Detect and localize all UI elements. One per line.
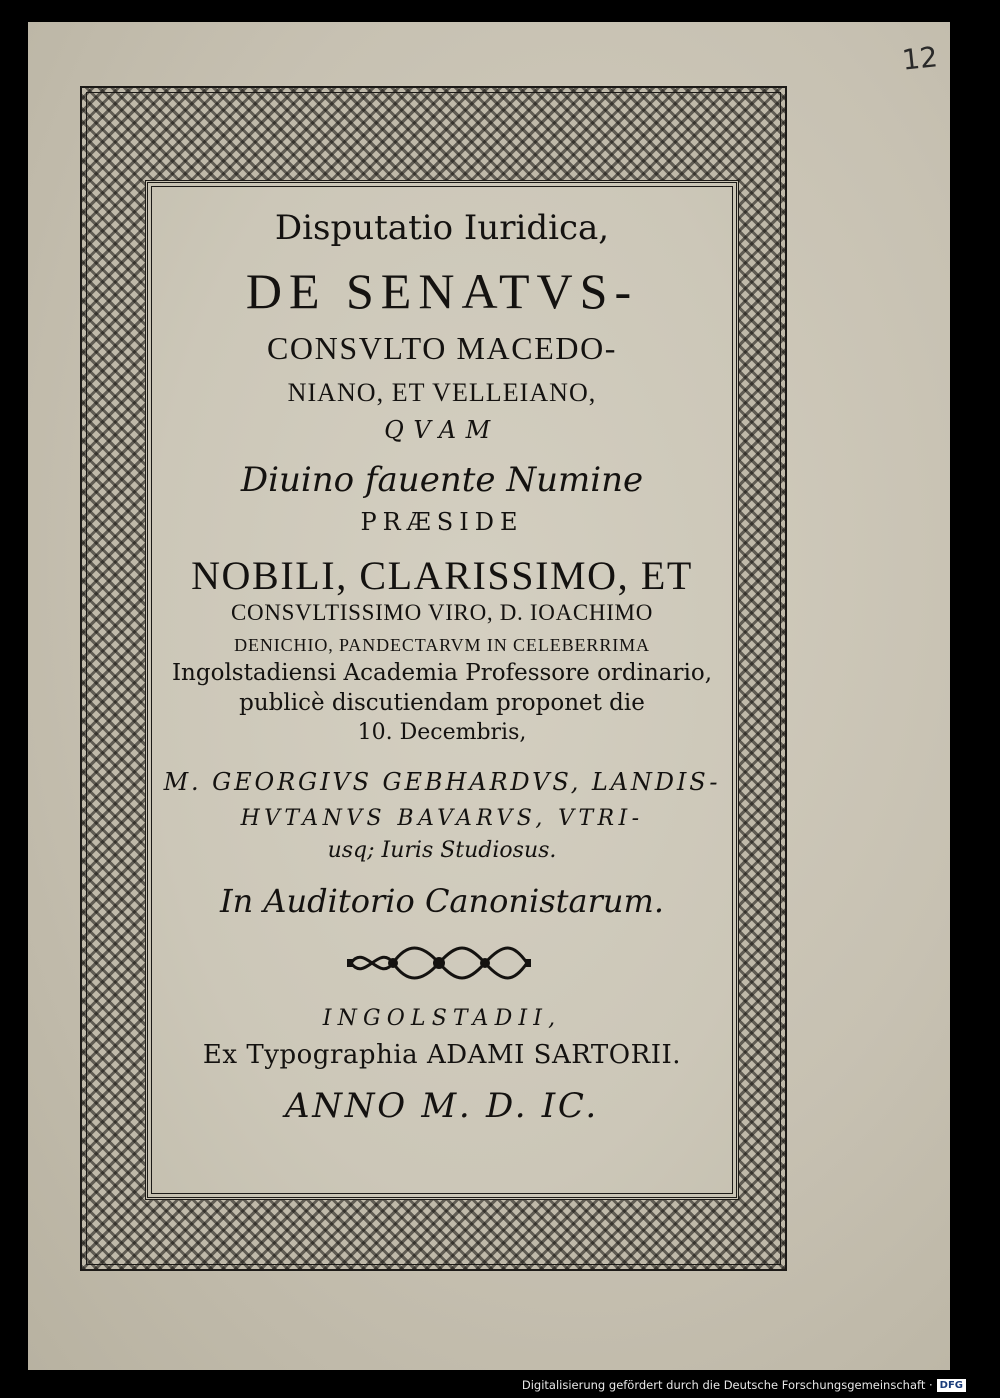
title-line-de-senatus: DE SENATVS-	[245, 263, 639, 319]
title-line-georgius: M. GEORGIVS GEBHARDVS, LANDIS-	[163, 768, 721, 796]
title-line-praeside: PRÆSIDE	[360, 508, 524, 536]
title-line-diuino: Diuino fauente Numine	[240, 460, 644, 500]
dfg-logo: DFG	[937, 1379, 966, 1392]
title-line-disputatio: Disputatio Iuridica,	[274, 208, 610, 248]
title-line-hutanus: HVTANVS BAVARVS, VTRI-	[240, 806, 644, 831]
title-line-niano: NIANO, ET VELLEIANO,	[287, 378, 597, 407]
title-line-quam: QVAM	[384, 416, 500, 444]
title-line-date: 10. Decembris,	[357, 720, 527, 745]
title-line-iuris: usq; Iuris Studiosus.	[327, 838, 557, 863]
title-line-ingolstadiensi: Ingolstadiensi Academia Professore ordinario,	[171, 660, 713, 686]
title-line-consultissimo: CONSVLTISSIMO VIRO, D. IOACHIMO	[230, 600, 653, 625]
imprint-year: ANNO M. D. IC.	[285, 1086, 599, 1126]
title-line-auditorio: In Auditorio Canonistarum.	[219, 882, 664, 920]
title-line-nobili: NOBILI, CLARISSIMO, ET	[191, 553, 693, 598]
title-line-consulto: CONSVLTO MACEDO-	[266, 330, 618, 366]
imprint-place: INGOLSTADII,	[322, 1006, 562, 1031]
footer-credit: Digitalisierung gefördert durch die Deutsche Forschungsgemeinschaft ·	[521, 1378, 933, 1392]
folio-number: 12	[900, 40, 940, 77]
fleuron-ornament	[345, 937, 533, 989]
title-line-publice: publicè discutiendam proponet die	[239, 690, 645, 716]
digitization-footer	[522, 1374, 966, 1396]
imprint-printer: Ex Typographia ADAMI SARTORII.	[202, 1040, 682, 1070]
title-line-denichio: DENICHIO, PANDECTARVM IN CELEBERRIMA	[234, 635, 650, 655]
